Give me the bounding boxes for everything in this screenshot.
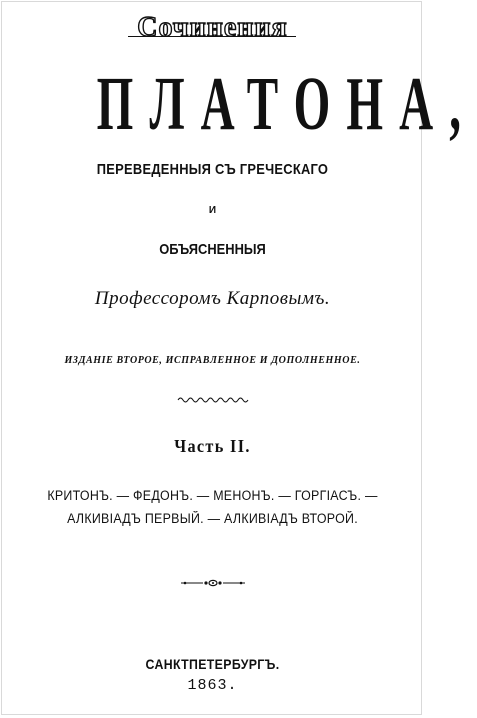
edition-line: ИЗДАНІЕ ВТОРОЕ, ИСПРАВЛЕННОЕ И ДОПОЛНЕННОЕ. (64, 355, 361, 366)
year-line: 1863. (187, 677, 238, 694)
dialogues-line-2: АЛКИВІАДЪ ПЕРВЫЙ. — АЛКИВІАДЪ ВТОРОЙ. (67, 511, 358, 526)
city-line: САНКТПЕТЕРБУРГЪ. (145, 656, 280, 672)
heading-rule (128, 36, 296, 37)
part-heading: Часть II. (174, 436, 251, 456)
author-title: ПЛАТОНА, (96, 62, 477, 146)
translated-line: ПЕРЕВЕДЕННЫЯ СЪ ГРЕЧЕСКАГО (96, 161, 329, 178)
dialogues-line-1: КРИТОНЪ. — ФЕДОНЪ. — МЕНОНЪ. — ГОРГІАСЪ. — (47, 488, 378, 503)
explained-line: ОБЪЯСНЕННЫЯ (159, 241, 266, 258)
works-heading: Сочинения (137, 12, 288, 43)
ornament-divider-icon (181, 579, 245, 587)
conjunction-line: И (208, 205, 217, 216)
professor-line: Профессоромъ Карповымъ. (94, 288, 331, 309)
wavy-divider-icon (178, 396, 248, 404)
